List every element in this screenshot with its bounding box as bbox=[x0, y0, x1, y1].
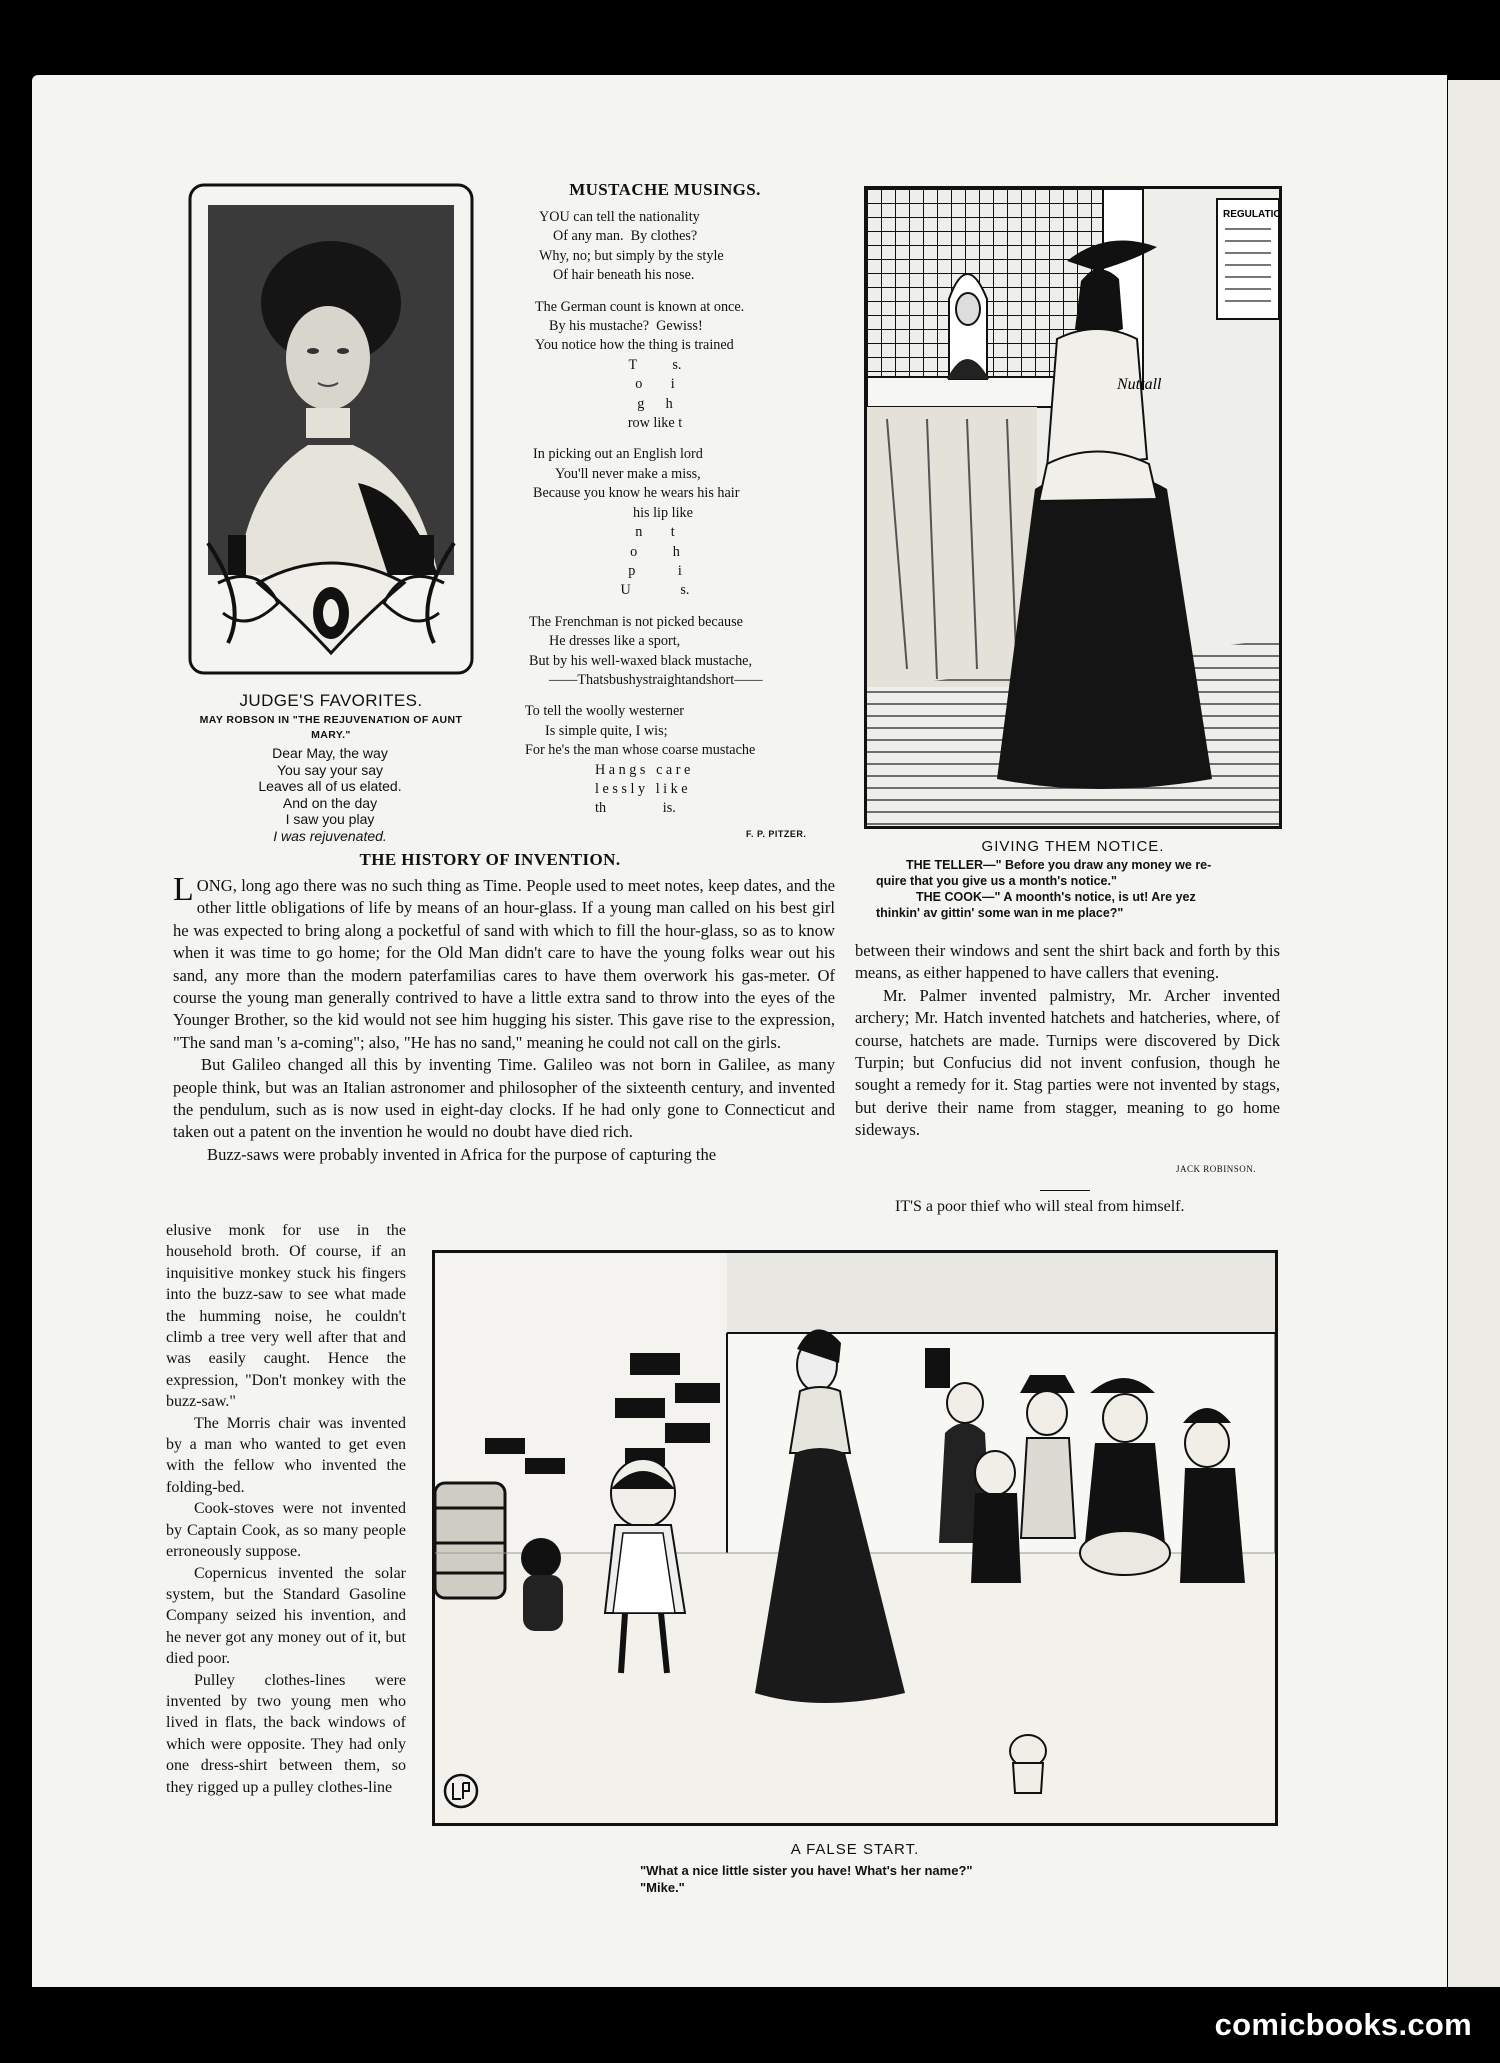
verse-line: You say your say bbox=[276, 761, 384, 778]
article-right-column bbox=[855, 940, 1280, 1142]
drop-cap: L bbox=[173, 871, 194, 908]
poem-line: Is simple quite, I wis; bbox=[545, 722, 668, 739]
poem-line: o i bbox=[635, 376, 675, 393]
poem-line: YOU can tell the nationality bbox=[539, 209, 700, 225]
column-paragraph: The Morris chair was invented by a man who wanted to get even with the fellow who invented the folding-bed. bbox=[166, 1414, 406, 1496]
poem-line: Why, no; but simply by the style bbox=[539, 247, 724, 264]
poem-line: You'll never make a miss, bbox=[555, 465, 701, 482]
filler-rule bbox=[1040, 1190, 1090, 1191]
poem-line: H a n g s c a r e bbox=[595, 761, 691, 778]
poem-line: Because you know he wears his hair bbox=[533, 485, 740, 502]
poem-line: But by his well-waxed black mustache, bbox=[529, 652, 753, 669]
poem-title: MUSTACHE MUSINGS. bbox=[569, 180, 761, 199]
caption-line: quire that you give us a month's notice." bbox=[876, 874, 1117, 888]
verse-line: And on the day bbox=[282, 794, 378, 811]
stanza-shape-2 bbox=[525, 523, 785, 601]
poem-line: his lip like bbox=[633, 504, 693, 521]
stanza-4 bbox=[525, 613, 835, 691]
artist-signature: Nuttall bbox=[1117, 376, 1162, 393]
article-intro bbox=[173, 871, 835, 1166]
street-cartoon bbox=[432, 1250, 1278, 1826]
article-paragraph-1 bbox=[173, 871, 835, 1054]
poem-line: The German count is known at once. bbox=[535, 298, 745, 315]
poem-line: He dresses like a sport, bbox=[549, 633, 681, 650]
portrait-verse bbox=[230, 745, 430, 845]
verse-line: I saw you play bbox=[285, 811, 375, 828]
stanza-shape-1 bbox=[525, 356, 785, 434]
caption-line: "What a nice little sister you have! What's her name?" bbox=[640, 1863, 973, 1878]
portrait-illustration bbox=[188, 183, 474, 675]
verse-line: I was rejuvenated. bbox=[273, 827, 387, 844]
stanza-1 bbox=[525, 208, 835, 286]
watermark: comicbooks.com bbox=[1214, 2007, 1472, 2042]
bank-cartoon bbox=[864, 186, 1282, 829]
poem-body bbox=[525, 208, 835, 819]
article-author: JACK ROBINSON. bbox=[1176, 1164, 1257, 1174]
caption-line: THE TELLER—" Before you draw any money we re- bbox=[906, 858, 1212, 872]
poem-line: To tell the woolly westerner bbox=[525, 703, 684, 720]
poem-line: In picking out an English lord bbox=[533, 446, 703, 463]
poem-author: F. P. PITZER. bbox=[746, 829, 807, 839]
poem-line: row like t bbox=[627, 415, 683, 432]
artist-monogram bbox=[445, 1775, 477, 1807]
regulations-sign-text bbox=[1223, 209, 1279, 220]
filler-quip: IT'S a poor thief who will steal from himself. bbox=[895, 1198, 1185, 1215]
poem-line: g h bbox=[637, 395, 673, 412]
caption-line: thinkin' av gittin' some wan in me place?" bbox=[876, 906, 1124, 920]
article-paragraph-3-start: Buzz-saws were probably invented in Africa for the purpose of capturing the bbox=[207, 1144, 717, 1164]
caption-line: "Mike." bbox=[640, 1880, 685, 1895]
poem-line: ——Thatsbushystraightandshort—— bbox=[549, 671, 763, 688]
sign-bind: REGULATIO bbox=[1223, 209, 1279, 220]
poem-line: l e s s l y l i k e bbox=[595, 780, 688, 797]
verse-line: Dear May, the way bbox=[272, 745, 388, 761]
column-paragraph: Copernicus invented the solar system, but the Standard Gasoline Company seized his invention, and he never got any money out of it, but died poor. bbox=[166, 1564, 406, 1668]
stanza-5 bbox=[525, 702, 835, 818]
poem-line: U s. bbox=[620, 582, 690, 599]
street-cartoon-caption bbox=[640, 1862, 1160, 1896]
bank-cartoon-illustration bbox=[867, 189, 1279, 826]
street-cartoon-illustration bbox=[435, 1253, 1275, 1823]
poem-line: Of any man. By clothes? bbox=[553, 228, 698, 245]
poem-line: th is. bbox=[595, 800, 676, 817]
caption-line: THE COOK—" A moonth's notice, is ut! Are yez bbox=[916, 890, 1196, 904]
article-narrow-column bbox=[166, 1220, 406, 1798]
street-cartoon-title: A FALSE START. bbox=[790, 1841, 920, 1858]
poem-line: Of hair beneath his nose. bbox=[553, 267, 695, 284]
poem-line: For he's the man whose coarse mustache bbox=[525, 742, 756, 759]
poem-line: You notice how the thing is trained bbox=[535, 337, 734, 354]
poem-line: T s. bbox=[628, 356, 682, 373]
portrait-caption: MAY ROBSON IN "THE REJUVENATION OF AUNT MARY." bbox=[199, 714, 463, 741]
article-paragraph-2: But Galileo changed all this by inventing Time. Galileo was not born in Galilee, as many people think, but was an Italian astronomer and philosopher of the sixteenth century, and invented the pendulum, such as is now used in eight-day clocks. If he had only gone to Connecticut and taken out a patent on the invention he would no doubt have died rich. bbox=[173, 1055, 835, 1142]
poem-line: The Frenchman is not picked because bbox=[529, 613, 743, 630]
stanza-2 bbox=[525, 298, 835, 356]
column-paragraph: Cook-stoves were not invented by Captain Cook, as so many people erroneously suppose. bbox=[166, 1500, 406, 1561]
next-page-edge bbox=[1448, 80, 1500, 1987]
article-title: THE HISTORY OF INVENTION. bbox=[359, 850, 621, 869]
verse-line: Leaves all of us elated. bbox=[258, 778, 402, 795]
portrait-heading: JUDGE'S FAVORITES. bbox=[239, 691, 423, 710]
column-paragraph: elusive monk for use in the household broth. Of course, if an inquisitive monkey stuck his fingers into the buzz-saw to see what made the humming noise, he couldn't climb a tree very well after that and was easily caught. Hence the expression, "Don't monkey with the buzz-saw." bbox=[166, 1222, 406, 1411]
poem-line: n t bbox=[635, 524, 675, 541]
poem-line: o h bbox=[630, 543, 680, 560]
column-paragraph: Pulley clothes-lines were invented by two young men who lived in flats, the back windows of which were opposite. They had only one dress-shirt between them, so they rigged up a pulley clothes-line bbox=[166, 1671, 406, 1796]
bank-cartoon-caption bbox=[876, 857, 1276, 921]
portrait-frame bbox=[188, 183, 474, 675]
right-paragraph: Mr. Palmer invented palmistry, Mr. Archer invented archery; Mr. Hatch invented hatchets and hatcheries, where, of course, hatchets are made. Turnips were discovered by Dick Turpin; but Confucius did not invent confusion, though he sought a remedy for it. Stag parties were not invented by stags, but derive their name from stagger, meaning to go home sideways. bbox=[855, 985, 1280, 1140]
poem-line: p i bbox=[628, 562, 682, 579]
paragraph-text: ONG, long ago there was no such thing as Time. People used to meet notes, keep dates, and the other little obligations of life by means of an hour-glass. If a young man called on his best girl he was expected to bring along a pocketful of sand with which to fill the hour-glass, so as to know when it was time to go home; for the Old Man didn't care to have the young folks wear out his sand, any more than the modern paterfamilias cares to have them overwork his gas-meter. Of course the young man generally contrived to have a little extra sand to throw into the eyes of the Younger Brother, so the kid would not see him hugging his sister. This gave rise to the expression, "The sand man 's a-coming"; also, "He has no sand," meaning he could not call on the girls. bbox=[173, 876, 835, 1052]
right-paragraph: between their windows and sent the shirt back and forth by this means, as either happened to have callers that evening. bbox=[855, 941, 1280, 983]
stanza-3 bbox=[525, 445, 835, 523]
poem-line: By his mustache? Gewiss! bbox=[549, 318, 703, 335]
bank-cartoon-title: GIVING THEM NOTICE. bbox=[981, 838, 1165, 855]
